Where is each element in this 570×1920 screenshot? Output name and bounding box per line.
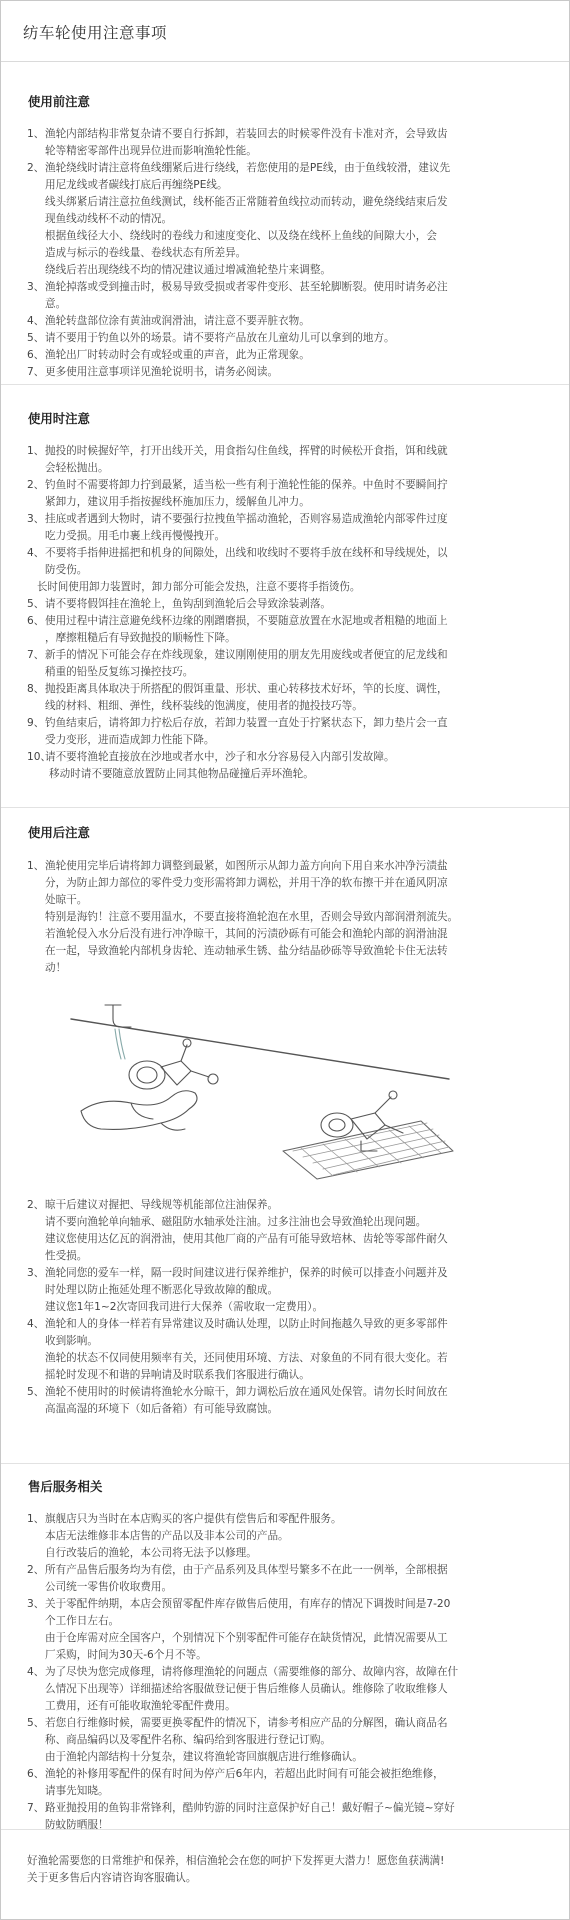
item-text-line: 使用过程中请注意避免线杯边缘的刚蹭磨损，不要随意放置在水泥地或者粗糙的地面上 <box>45 615 448 627</box>
list-item <box>27 647 551 681</box>
reel-washing-illustration <box>61 1001 461 1183</box>
item-text-line: 特别是海钓！注意不要用温水，不要直接将渔轮泡在水里，否则会导致内部润滑剂流失。 <box>45 911 459 923</box>
item-body <box>45 160 551 279</box>
section-divider <box>1 807 569 808</box>
item-body <box>45 330 551 347</box>
item-text-line: 若您自行维修时候，需要更换零配件的情况下，请参考相应产品的分解图，确认商品名 <box>45 1717 448 1729</box>
item-text-line: 高温高湿的环境下（如后备箱）有可能导致腐蚀。 <box>45 1403 279 1415</box>
item-number: 1、 <box>27 860 45 872</box>
list-item <box>27 477 551 511</box>
item-number: 1、 <box>27 445 45 457</box>
item-text-line: 吃力受损。用毛巾裹上线再慢慢拽开。 <box>45 530 226 542</box>
item-text-line: 意。 <box>45 298 67 310</box>
item-text-line: 渔轮的状态不仅同使用频率有关，还同使用环境、方法、对象鱼的不同有很大变化。若 <box>45 1352 448 1364</box>
item-text-line: 请不要用于钓鱼以外的场景。请不要将产品放在儿童幼儿可以拿到的地方。 <box>45 332 395 344</box>
item-text-line: 渔轮使用完毕后请将卸力调整到最紧，如图所示从卸力盖方向向下用自来水冲净污渍盐 <box>45 860 448 872</box>
item-number: 2、 <box>27 479 45 491</box>
item-text-line: 抛投距离具体取决于所搭配的假饵重量、形状、重心转移技术好坏，竿的长度、调性， <box>45 683 448 695</box>
item-text-line: 么情况下出现等）详细描述给客服做登记便于售后维修人员确认。维修除了收取维修人 <box>45 1683 448 1695</box>
section-heading-during-use: 使用时注意 <box>28 411 90 426</box>
list-item <box>27 1384 551 1418</box>
list-item <box>27 1766 551 1800</box>
item-body <box>45 715 551 749</box>
item-number: 3、 <box>27 513 45 525</box>
section-before-use <box>27 126 551 381</box>
item-number: 6、 <box>27 349 45 361</box>
section-heading-after-use: 使用后注意 <box>28 825 90 840</box>
section-divider <box>1 1829 569 1830</box>
list-item <box>27 511 551 545</box>
item-text-line: 造成与标示的卷线量、卷线状态有所差异。 <box>45 247 247 259</box>
list-item <box>27 443 551 477</box>
list-item <box>27 1562 551 1596</box>
item-text-line: 受力变形，进而造成卸力性能下降。 <box>45 734 215 746</box>
item-body <box>45 279 551 313</box>
item-number: 10、 <box>27 751 52 763</box>
item-text-line: 根据鱼线径大小、绕线时的卷线力和速度变化、以及绕在线杯上鱼线的间隙大小，会 <box>45 230 437 242</box>
item-body <box>45 1562 551 1596</box>
footer-line: 好渔轮需要您的日常维护和保养，相信渔轮会在您的呵护下发挥更大潜力！愿您鱼获满满! <box>27 1855 445 1867</box>
item-number: 8、 <box>27 683 45 695</box>
item-text-line: 紧卸力，建议用手指按握线杯施加压力，缓解鱼儿冲力。 <box>45 496 310 508</box>
item-text-line: 称、商品编码以及零配件名称、编码给到客服进行登记订购。 <box>45 1734 332 1746</box>
item-text-line: 渔轮不使用时的时候请将渔轮水分晾干，卸力调松后放在通风处保管。请勿长时间放在 <box>45 1386 448 1398</box>
item-text-line: 路亚抛投用的鱼钩非常锋利，酷帅钓游的同时注意保护好自己！戴好帽子~偏光镜~穿好 <box>45 1802 455 1814</box>
item-text-line: 个工作日左右。 <box>45 1615 120 1627</box>
item-body <box>45 364 551 381</box>
section-heading-after-sales: 售后服务相关 <box>28 1479 103 1494</box>
item-number: 6、 <box>27 615 45 627</box>
item-text-line: 处晾干。 <box>45 894 88 906</box>
list-item <box>27 1265 551 1316</box>
list-item <box>27 1715 551 1766</box>
item-text-line: 为了尽快为您完成修理，请将修理渔轮的问题点（需要维修的部分、故障内容，故障在什 <box>45 1666 459 1678</box>
item-text-line: 由于渔轮内部结构十分复杂，建议将渔轮寄回旗舰店进行维修确认。 <box>45 1751 363 1763</box>
footer-note <box>27 1853 444 1887</box>
item-text-line: 不要将手指伸进摇把和机身的间隙处，出线和收线时不要将手放在线杯和导线规处，以 <box>45 547 448 559</box>
item-body <box>45 1265 551 1316</box>
item-body <box>45 613 551 647</box>
item-body <box>45 749 551 783</box>
item-text-line: 线头绑紧后请注意拉鱼线测试，线杯能否正常随着鱼线拉动而转动，避免绕线结束后发 <box>45 196 448 208</box>
item-text-line: 收到影响。 <box>45 1335 98 1347</box>
item-text-line: 由于仓库需对应全国客户，个别情况下个别零配件可能存在缺货情况，此情况需要从工 <box>45 1632 448 1644</box>
item-number: 6、 <box>27 1768 45 1780</box>
footer-line: 关于更多售后内容请咨询客服确认。 <box>27 1872 197 1884</box>
item-text-line: 更多使用注意事项详见渔轮说明书，请务必阅读。 <box>45 366 279 378</box>
list-item <box>27 545 551 596</box>
item-body <box>37 545 551 596</box>
item-number: 7、 <box>27 366 45 378</box>
list-item <box>27 681 551 715</box>
item-number: 3、 <box>27 1267 45 1279</box>
item-text-line: 请不要将假饵挂在渔轮上，鱼钩刮到渔轮后会导致涂装剥落。 <box>45 598 332 610</box>
list-item <box>27 1511 551 1562</box>
item-number: 7、 <box>27 1802 45 1814</box>
list-item <box>27 1664 551 1715</box>
section-after-use <box>27 858 551 977</box>
item-text-line: 渔轮同您的爱车一样，隔一段时间建议进行保养维护，保养的时候可以排查小问题并及 <box>45 1267 448 1279</box>
item-body <box>45 647 551 681</box>
item-number: 3、 <box>27 281 45 293</box>
item-text-line: 用尼龙线或者碳线打底后再缠绕PE线。 <box>45 179 228 191</box>
item-text-line: 挂底或者遇到大物时，请不要强行拉拽鱼竿摇动渔轮，否则容易造成渔轮内部零件过度 <box>45 513 448 525</box>
item-text-line: 防蚊防晒服！ <box>45 1819 109 1831</box>
item-body <box>45 1384 551 1418</box>
list-item <box>27 126 551 160</box>
item-body <box>45 1596 551 1664</box>
list-item <box>27 715 551 749</box>
item-number: 4、 <box>27 547 45 559</box>
list-item <box>27 279 551 313</box>
item-text-line: 现鱼线动线杯不动的情况。 <box>45 213 173 225</box>
item-text-line: 渔轮内部结构非常复杂请不要自行拆卸，若装回去的时候零件没有卡准对齐，会导致齿 <box>45 128 448 140</box>
item-number: 4、 <box>27 1666 45 1678</box>
item-number: 1、 <box>27 1513 45 1525</box>
list-item <box>27 1596 551 1664</box>
item-text-line: 建议您1年1~2次寄回我司进行大保养（需收取一定费用）。 <box>45 1301 324 1313</box>
item-text-line: 移动时请不要随意放置防止同其他物品碰撞后弄坏渔轮。 <box>49 768 314 780</box>
item-text-line: 渔轮掉落或受到撞击时，极易导致受损或者零件变形、甚至轮脚断裂。使用时请务必注 <box>45 281 448 293</box>
item-text-line: 时处理以防止拖延处理不断恶化导致故障的酿成。 <box>45 1284 279 1296</box>
list-item <box>27 347 551 364</box>
item-text-line: 渔轮和人的身体一样若有异常建议及时确认处理，以防止时间拖越久导致的更多零部件 <box>45 1318 448 1330</box>
item-number: 1、 <box>27 128 45 140</box>
item-text-line: 旗舰店只为当时在本店购买的客户提供有偿售后和零配件服务。 <box>45 1513 342 1525</box>
list-item <box>27 1197 551 1265</box>
item-body <box>45 1766 551 1800</box>
item-number: 3、 <box>27 1598 45 1610</box>
item-text-line: 防受伤。 <box>45 564 88 576</box>
section-after-sales <box>27 1511 551 1834</box>
item-text-line: 分，为防止卸力部位的零件受力变形需将卸力调松，并用干净的软布擦干并在通风阴凉 <box>45 877 448 889</box>
item-text-line: 工费用，还有可能收取渔轮零配件费用。 <box>45 1700 236 1712</box>
page-title: 纺车轮使用注意事项 <box>23 24 168 42</box>
item-text-line: 稍重的铅坠反复练习操控技巧。 <box>45 666 194 678</box>
item-body <box>45 681 551 715</box>
list-item <box>27 596 551 613</box>
item-text-line: 公司统一零售价收取费用。 <box>45 1581 173 1593</box>
item-text-line: 钓鱼时不需要将卸力拧到最紧，适当松一些有利于渔轮性能的保养。中鱼时不要瞬间拧 <box>45 479 448 491</box>
item-number: 5、 <box>27 598 45 610</box>
section-heading-before-use: 使用前注意 <box>28 94 90 109</box>
item-text-line: 摇轮时发现不和谐的异响请及时联系我们客服进行确认。 <box>45 1369 310 1381</box>
list-item <box>27 160 551 279</box>
item-text-line: 所有产品售后服务均为有偿，由于产品系列及具体型号繁多不在此一一例举，全部根据 <box>45 1564 448 1576</box>
item-text-line: 性受损。 <box>45 1250 88 1262</box>
item-body <box>45 858 551 977</box>
item-number: 2、 <box>27 1199 45 1211</box>
item-text-line: 请不要向渔轮单向轴承、磁阻防水轴承处注油。过多注油也会导致渔轮出现问题。 <box>45 1216 427 1228</box>
item-text-line: ，摩擦粗糙后有导致抛投的顺畅性下降。 <box>45 632 236 644</box>
item-text-line: 自行改装后的渔轮，本公司将无法予以修理。 <box>45 1547 257 1559</box>
item-text-line: 会轻松抛出。 <box>45 462 109 474</box>
item-body <box>45 313 551 330</box>
item-text-line: 线的材料、粗细、弹性，线杯装线的饱满度，使用者的抛投技巧等。 <box>45 700 363 712</box>
section-divider <box>1 1463 569 1464</box>
list-item <box>27 858 551 977</box>
list-item <box>27 313 551 330</box>
list-item <box>27 364 551 381</box>
item-body <box>45 596 551 613</box>
item-text-line: 抛投的时候握好竿，打开出线开关，用食指勾住鱼线，挥臂的时候松开食指，饵和线就 <box>45 445 448 457</box>
section-divider <box>1 384 569 385</box>
item-text-line: 渔轮绕线时请注意将鱼线绷紧后进行绕线，若您使用的是PE线，由于鱼线较滑，建议先 <box>45 162 451 174</box>
item-text-line: 渔轮的补修用零配件的保有时间为停产后6年内，若超出此时间有可能会被拒绝维修， <box>45 1768 444 1780</box>
list-item <box>27 749 551 783</box>
item-text-line: 请不要将渔轮直接放在沙地或者水中，沙子和水分容易侵入内部引发故障。 <box>45 751 395 763</box>
item-text-line: 请事先知晓。 <box>45 1785 109 1797</box>
item-body <box>45 477 551 511</box>
item-text-line: 长时间使用卸力装置时，卸力部分可能会发热，注意不要将手指烫伤。 <box>37 581 361 593</box>
item-number: 4、 <box>27 315 45 327</box>
item-body <box>45 1197 551 1265</box>
item-text-line: 动！ <box>45 962 67 974</box>
item-text-line: 在一起，导致渔轮内部机身齿轮、连动轴承生锈、盐分结晶砂砾等导致渔轮卡住无法转 <box>45 945 448 957</box>
item-text-line: 建议您使用达亿瓦的润滑油，使用其他厂商的产品有可能导致培林、齿轮等零部件耐久 <box>45 1233 448 1245</box>
item-number: 2、 <box>27 162 45 174</box>
item-text-line: 关于零配件纳期，本店会预留零配件库存做售后使用，有库存的情况下调拨时间是7-20 <box>45 1598 451 1610</box>
item-body <box>45 347 551 364</box>
item-body <box>45 1316 551 1384</box>
item-body <box>45 126 551 160</box>
item-text-line: 渔轮转盘部位涂有黄油或润滑油，请注意不要弄脏衣物。 <box>45 315 310 327</box>
item-text-line: 轮等精密零部件出现异位进而影响渔轮性能。 <box>45 145 257 157</box>
item-text-line: 若渔轮侵入水分后没有进行冲净晾干，其间的污渍砂砾有可能会和渔轮内部的润滑油混 <box>45 928 448 940</box>
item-text-line: 钓鱼结束后，请将卸力拧松后存放，若卸力装置一直处于拧紧状态下，卸力垫片会一直 <box>45 717 448 729</box>
title-divider <box>1 61 569 62</box>
item-text-line: 绕线后若出现绕线不均的情况建议通过增减渔轮垫片来调整。 <box>45 264 332 276</box>
section-during-use <box>27 443 551 783</box>
list-item <box>27 330 551 347</box>
item-number: 9、 <box>27 717 45 729</box>
item-body <box>45 1511 551 1562</box>
item-body <box>45 511 551 545</box>
item-number: 2、 <box>27 1564 45 1576</box>
item-number: 5、 <box>27 1717 45 1729</box>
item-number: 5、 <box>27 332 45 344</box>
list-item <box>27 1316 551 1384</box>
item-body <box>45 1715 551 1766</box>
item-body <box>45 443 551 477</box>
item-text-line: 晾干后建议对握把、导线规等机能部位注油保养。 <box>45 1199 279 1211</box>
item-number: 5、 <box>27 1386 45 1398</box>
item-number: 7、 <box>27 649 45 661</box>
item-number: 4、 <box>27 1318 45 1330</box>
item-text-line: 渔轮出厂时转动时会有或轻或重的声音，此为正常现象。 <box>45 349 310 361</box>
item-text-line: 新手的情况下可能会存在炸线现象，建议刚刚使用的朋友先用废线或者便宜的尼龙线和 <box>45 649 448 661</box>
item-text-line: 本店无法维修非本店售的产品以及非本公司的产品。 <box>45 1530 289 1542</box>
section-after-use-continued <box>27 1197 551 1418</box>
item-body <box>45 1664 551 1715</box>
item-text-line: 厂采购，时间为30天-6个月不等。 <box>45 1649 207 1661</box>
list-item <box>27 613 551 647</box>
